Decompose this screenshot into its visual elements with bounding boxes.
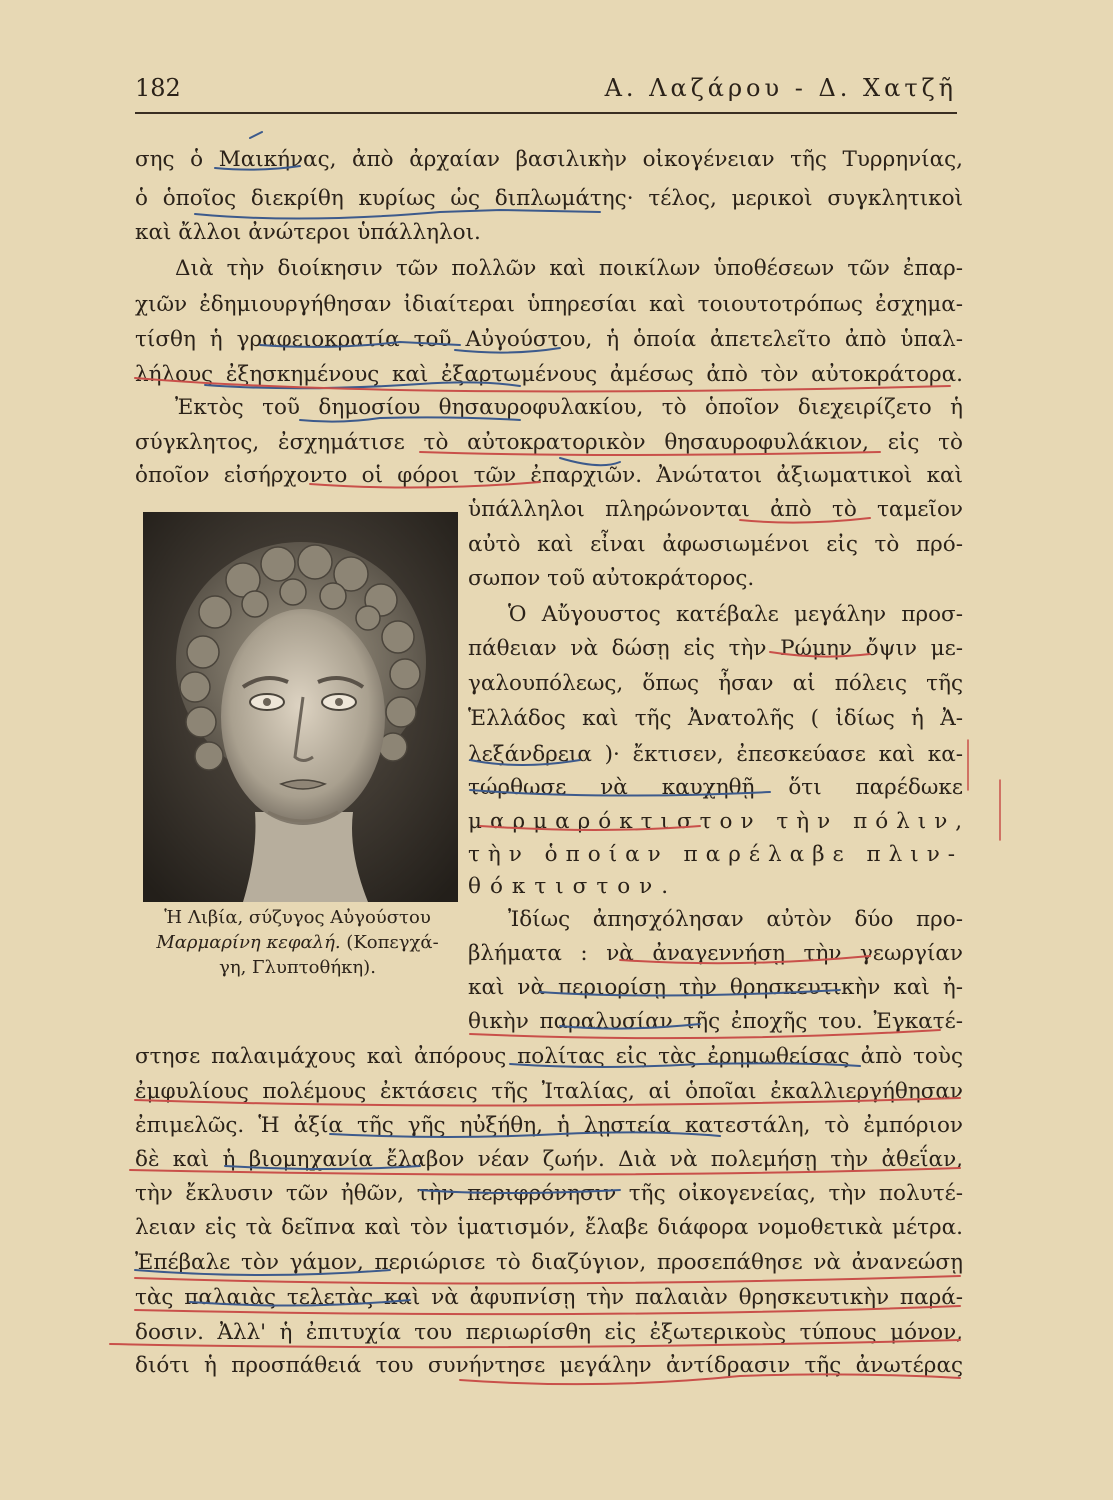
caption-line: Ἡ Λιβία, σύζυγος Αὐγούστου — [164, 907, 431, 928]
body-line: δὲ καὶ ἡ βιομηχανία ἔλαβον νέαν ζωήν. Διὰ νὰ πολεμήσῃ τὴν ἀθεΐαν, — [135, 1147, 963, 1172]
caption-italic: Μαρμαρίνη κεφαλή. — [156, 932, 341, 953]
body-line: βλήματα : νὰ ἀναγεννήσῃ τὴν γεωργίαν — [468, 941, 963, 966]
body-line: Ἐπέβαλε τὸν γάμον, περιώρισε τὸ διαζύγιον, προσεπάθησε νὰ ἀνανεώσῃ — [135, 1250, 963, 1275]
body-line: τίσθη ἡ γραφειοκρατία τοῦ Αὐγούστου, ἡ ὁποία ἀπετελεῖτο ἀπὸ ὑπαλ- — [135, 327, 963, 352]
body-line: Ἐκτὸς τοῦ δημοσίου θησαυροφυλακίου, τὸ ὁποῖον διεχειρίζετο ἡ — [175, 395, 963, 420]
body-line: καὶ νὰ περιορίσῃ τὴν θρησκευτικὴν καὶ ἠ- — [468, 975, 963, 1000]
body-line: χιῶν ἐδημιουργήθησαν ἰδιαίτεραι ὑπηρεσίαι καὶ τοιουτοτρόπως ἐσχημα- — [135, 292, 963, 317]
body-line: ἐμφυλίους πολέμους ἐκτάσεις τῆς Ἰταλίας, αἱ ὁποῖαι ἐκαλλιεργήθησαν — [135, 1079, 963, 1104]
body-line: σύγκλητος, ἐσχημάτισε τὸ αὐτοκρατορικὸν θησαυροφυλάκιον, εἰς τὸ — [135, 430, 963, 455]
body-line: σωπον τοῦ αὐτοκράτορος. — [468, 566, 755, 591]
body-line: ὁποῖον εἰσήρχοντο οἱ φόροι τῶν ἐπαρχιῶν. Ἀνώτατοι ἀξιωματικοὶ καὶ — [135, 463, 963, 488]
body-line: μαρμαρόκτιστον τὴν πόλιν, — [468, 809, 971, 834]
body-line: τὴν ἔκλυσιν τῶν ἠθῶν, τὴν περιφρόνησιν τῆς οἰκογενείας, τὴν πολυτέ- — [135, 1181, 963, 1206]
page-header — [135, 68, 957, 114]
body-line: στησε παλαιμάχους καὶ ἀπόρους πολίτας εἰς τὰς ἐρημωθείσας ἀπὸ τοὺς — [135, 1044, 963, 1069]
body-line: γαλουπόλεως, ὅπως ἦσαν αἱ πόλεις τῆς — [468, 671, 963, 696]
body-line: τὴν ὁποίαν παρέλαβε πλιν- — [468, 842, 964, 867]
running-head: Α. Λαζάρου - Δ. Χατζῆ — [604, 74, 957, 102]
livia-portrait-image — [143, 512, 458, 902]
caption-line: (Κοπεγχά- — [340, 932, 439, 953]
underline-mark — [250, 132, 262, 138]
body-line: ὁ ὁποῖος διεκρίθη κυρίως ὡς διπλωμάτης· τέλος, μερικοὶ συγκλητικοὶ — [135, 186, 963, 211]
body-line: Ἰδίως ἀπησχόλησαν αὐτὸν δύο προ- — [508, 907, 963, 932]
page-number: 182 — [135, 74, 181, 102]
body-line: λεξάνδρεια )· ἔκτισεν, ἐπεσκεύασε καὶ κα- — [468, 742, 963, 767]
body-line: ὑπάλληλοι πληρώνονται ἀπὸ τὸ ταμεῖον — [468, 497, 963, 522]
body-line: διότι ἡ προσπάθειά του συνήντησε μεγάλην ἀντίδρασιν τῆς ἀνωτέρας — [135, 1353, 963, 1378]
body-line: δοσιν. Ἀλλ' ἡ ἐπιτυχία του περιωρίσθη εἰς ἐξωτερικοὺς τύπους μόνον, — [135, 1320, 963, 1345]
figure-caption — [135, 905, 460, 980]
marble-head-illustration — [143, 512, 458, 902]
body-line: λειαν εἰς τὰ δεῖπνα καὶ τὸν ἱματισμόν, ἔλαβε διάφορα νομοθετικὰ μέτρα. — [135, 1215, 963, 1240]
body-line: λήλους ἐξησκημένους καὶ ἐξαρτωμένους ἀμέσως ἀπὸ τὸν αὐτοκράτορα. — [135, 362, 963, 387]
body-line: αὐτὸ καὶ εἶναι ἀφωσιωμένοι εἰς τὸ πρό- — [468, 532, 963, 557]
body-line: Ἑλλάδος καὶ τῆς Ἀνατολῆς ( ἰδίως ἡ Ἀ- — [468, 706, 963, 731]
body-line: τώρθωσε νὰ καυχηθῇ ὅτι παρέδωκε — [468, 775, 963, 800]
body-line: τὰς παλαιὰς τελετὰς καὶ νὰ ἀφυπνίσῃ τὴν παλαιὰν θρησκευτικὴν παρά- — [135, 1285, 963, 1310]
body-line: θόκτιστον. — [468, 874, 678, 899]
body-line: πάθειαν νὰ δώσῃ εἰς τὴν Ρώμην ὄψιν με- — [468, 636, 963, 661]
body-line: Ὁ Αὔγουστος κατέβαλε μεγάλην προσ- — [508, 602, 963, 627]
body-line: ἐπιμελῶς. Ἡ ἀξία τῆς γῆς ηὐξήθη, ἡ λῃστεία κατεστάλη, τὸ ἐμπόριον — [135, 1113, 963, 1138]
caption-line: γη, Γλυπτοθήκη). — [219, 957, 376, 978]
body-line: καὶ ἄλλοι ἀνώτεροι ὑπάλληλοι. — [135, 220, 481, 245]
body-line: θικὴν παραλυσίαν τῆς ἐποχῆς του. Ἐγκατέ- — [468, 1009, 963, 1034]
body-line: σης ὁ Μαικήνας, ἀπὸ ἀρχαίαν βασιλικὴν οἰκογένειαν τῆς Τυρρηνίας, — [135, 147, 963, 172]
body-line: Διὰ τὴν διοίκησιν τῶν πολλῶν καὶ ποικίλων ὑποθέσεων τῶν ἐπαρ- — [175, 256, 963, 281]
